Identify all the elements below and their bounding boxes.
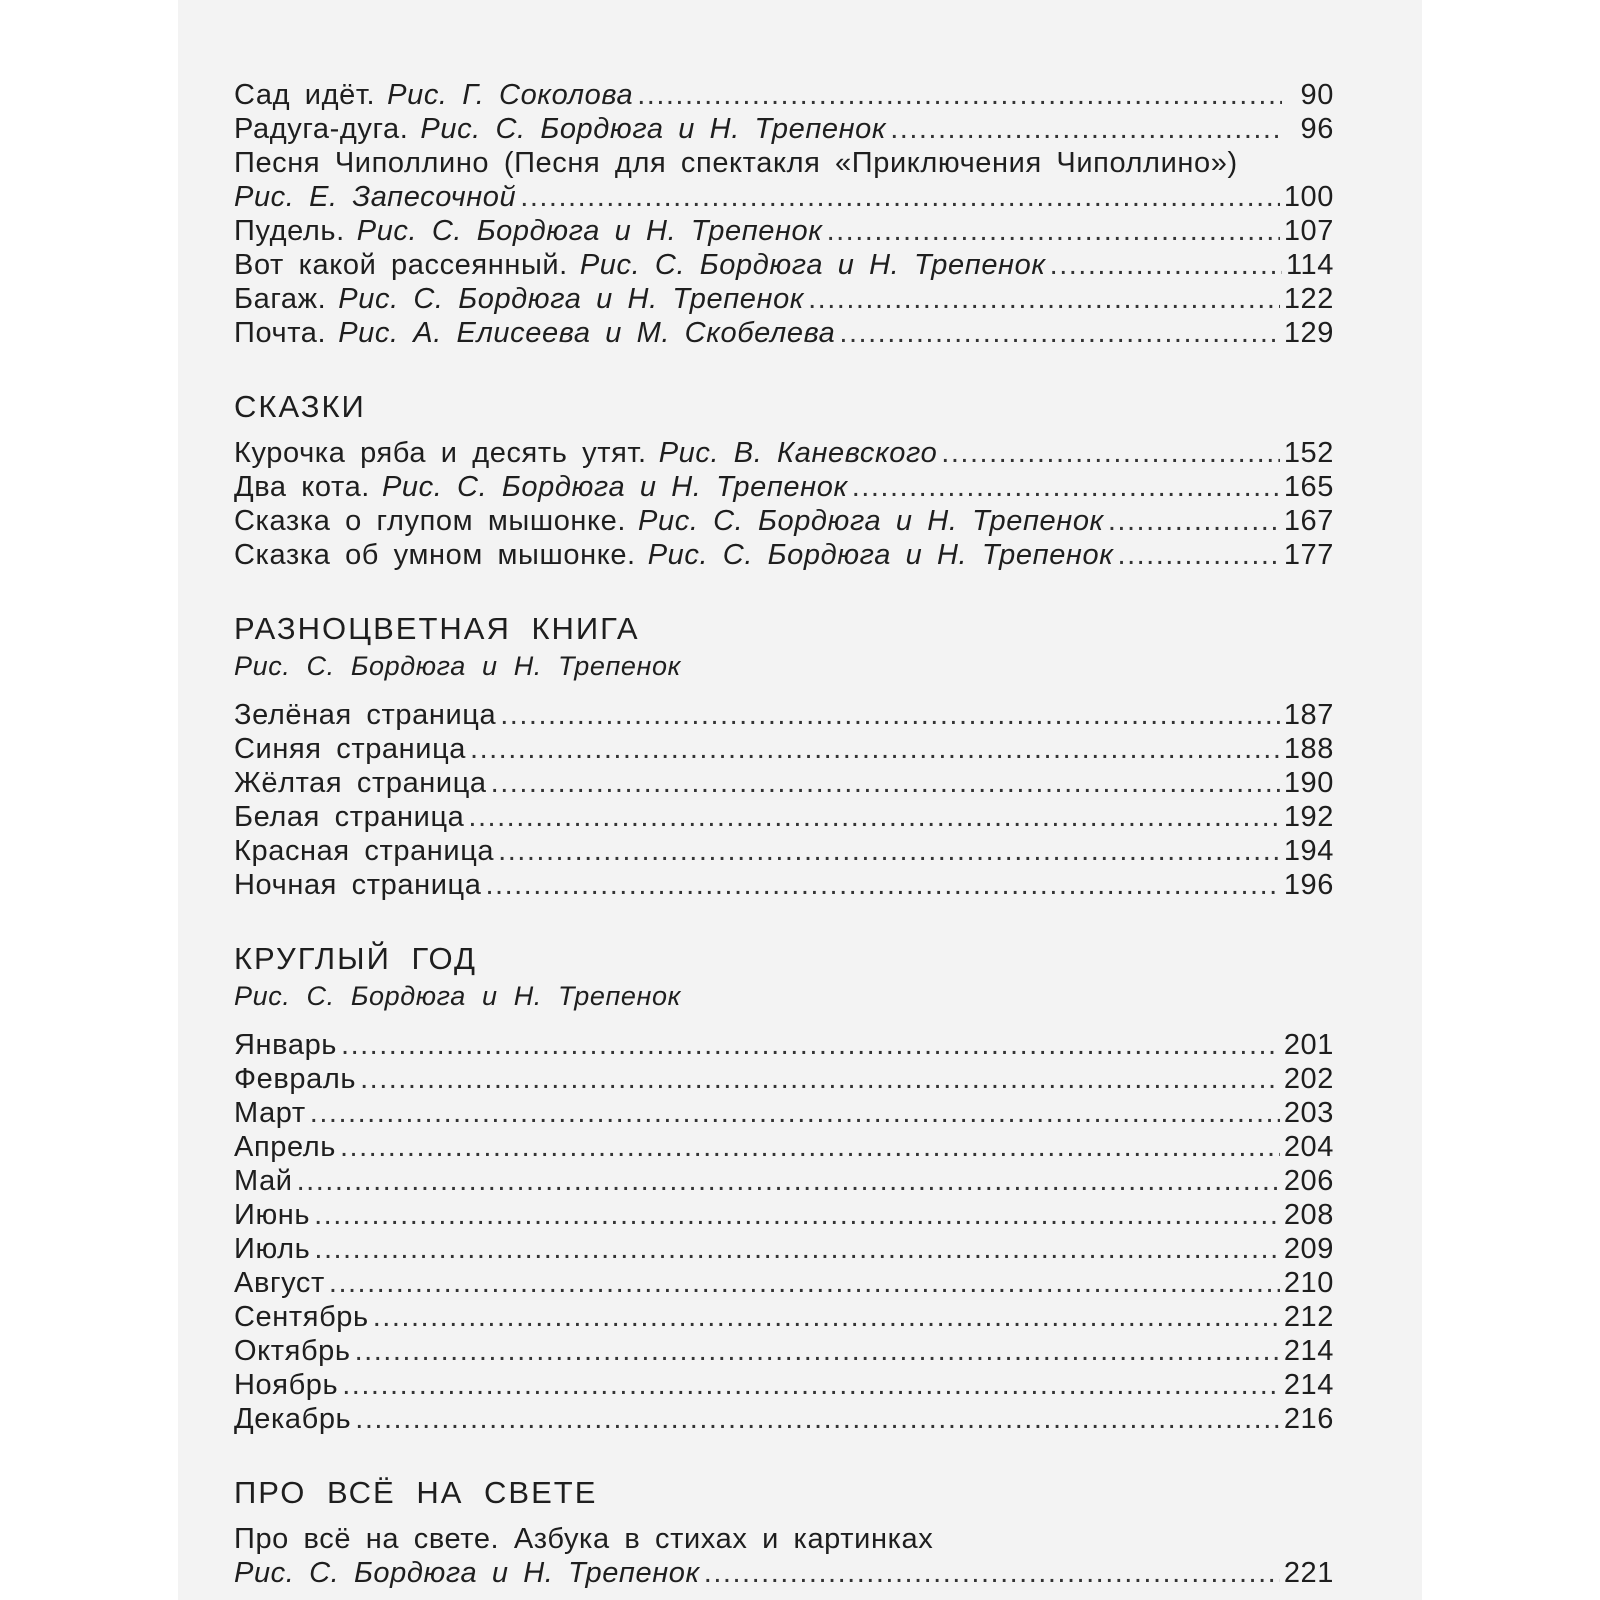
dot-leader [1118, 538, 1280, 572]
entry-page-number: 203 [1283, 1097, 1334, 1129]
entry-page-number: 196 [1283, 869, 1334, 901]
entry-title: Сказка о глупом мышонке. [234, 505, 627, 537]
toc-entry [234, 504, 1334, 538]
section-heading: ПРО ВСЁ НА СВЕТЕ [234, 1475, 598, 1510]
entry-credit: Рис. С. Бордюга и Н. Трепенок [420, 113, 887, 145]
toc-entry [234, 470, 1334, 504]
entry-title: Зелёная страница [234, 699, 497, 731]
entry-title: Курочка ряба и десять утят. [234, 437, 647, 469]
entry-title: Пудель. [234, 215, 345, 247]
entry-title: Сад идёт. [234, 79, 376, 111]
dot-leader [637, 78, 1282, 112]
entry-title: Багаж. [234, 283, 327, 315]
toc-entry [234, 316, 1334, 350]
entry-credit: Рис. А. Елисеева и М. Скобелева [338, 317, 836, 349]
entry-page-number: 210 [1283, 1267, 1334, 1299]
toc-entry [234, 248, 1334, 282]
dot-leader [704, 1556, 1280, 1590]
toc-entry [234, 1368, 1334, 1402]
entry-page-number: 107 [1283, 215, 1334, 247]
entry-title: Песня Чиполлино (Песня для спектакля «Приключения Чиполлино») [234, 147, 1238, 179]
toc-entry [234, 1334, 1334, 1368]
toc-entry [234, 180, 1334, 214]
entry-page-number: 167 [1283, 505, 1334, 537]
entry-credit: Рис. Г. Соколова [387, 79, 634, 111]
entry-credit: Рис. С. Бордюга и Н. Трепенок [647, 539, 1114, 571]
entry-title: Белая страница [234, 801, 465, 833]
toc-entry [234, 1198, 1334, 1232]
dot-leader [839, 316, 1279, 350]
toc-entry [234, 78, 1334, 112]
entry-page-number: 188 [1283, 733, 1334, 765]
entry-page-number: 129 [1283, 317, 1334, 349]
dot-leader [941, 436, 1280, 470]
entry-title: Декабрь [234, 1403, 352, 1435]
toc-entry [234, 282, 1334, 316]
entry-page-number: 96 [1300, 113, 1334, 145]
dot-leader [890, 112, 1282, 146]
toc-entry [234, 1402, 1334, 1436]
toc-entry [234, 698, 1334, 732]
toc-entry [234, 868, 1334, 902]
entry-title: Ночная страница [234, 869, 482, 901]
dot-leader [852, 470, 1280, 504]
entry-title: Август [234, 1267, 325, 1299]
entry-title: Радуга-дуга. [234, 113, 409, 145]
entry-page-number: 202 [1283, 1063, 1334, 1095]
entry-page-number: 192 [1283, 801, 1334, 833]
dot-leader [310, 1096, 1280, 1130]
entry-page-number: 209 [1283, 1233, 1334, 1265]
entry-credit: Рис. С. Бордюга и Н. Трепенок [638, 505, 1104, 537]
entry-page-number: 100 [1283, 181, 1334, 213]
toc-entry [234, 834, 1334, 868]
entry-page-number: 152 [1283, 437, 1334, 469]
entry-page-number: 206 [1283, 1165, 1334, 1197]
entry-page-number: 122 [1283, 283, 1334, 315]
entry-title: Сентябрь [234, 1301, 369, 1333]
toc-entry [234, 112, 1334, 146]
toc-entry [234, 1232, 1334, 1266]
section-heading: РАЗНОЦВЕТНАЯ КНИГА [234, 611, 640, 646]
dot-leader [827, 214, 1280, 248]
dot-leader [355, 1402, 1280, 1436]
section-credit: Рис. С. Бордюга и Н. Трепенок [234, 651, 681, 681]
toc-entry [234, 1096, 1334, 1130]
dot-leader [329, 1266, 1280, 1300]
entry-page-number: 208 [1283, 1199, 1334, 1231]
toc-entry [234, 538, 1334, 572]
dot-leader [340, 1130, 1280, 1164]
entry-page-number: 214 [1283, 1335, 1334, 1367]
entry-credit: Рис. С. Бордюга и Н. Трепенок [356, 215, 823, 247]
entry-title: Июль [234, 1233, 311, 1265]
section-credit: Рис. С. Бордюга и Н. Трепенок [234, 981, 681, 1011]
entry-page-number: 177 [1283, 539, 1334, 571]
entry-title: Почта. [234, 317, 327, 349]
entry-title: Июнь [234, 1199, 311, 1231]
entry-credit: Рис. В. Каневского [658, 437, 938, 469]
dot-leader [342, 1368, 1280, 1402]
entry-title: Про всё на свете. Азбука в стихах и картинках [234, 1523, 934, 1555]
entry-title: Май [234, 1165, 293, 1197]
entry-title: Жёлтая страница [234, 767, 487, 799]
dot-leader [373, 1300, 1280, 1334]
entry-title: Два кота. [234, 471, 370, 503]
entry-page-number: 194 [1283, 835, 1334, 867]
toc-entry [234, 1164, 1334, 1198]
toc-entry [234, 800, 1334, 834]
entry-credit: Рис. С. Бордюга и Н. Трепенок [338, 283, 805, 315]
entry-page-number: 90 [1300, 79, 1334, 111]
dot-leader [1050, 248, 1282, 282]
entry-title: Апрель [234, 1131, 336, 1163]
entry-title: Февраль [234, 1063, 357, 1095]
entry-page-number: 216 [1283, 1403, 1334, 1435]
entry-title: Сказка об умном мышонке. [234, 539, 636, 571]
dot-leader [360, 1062, 1280, 1096]
entry-page-number: 214 [1283, 1369, 1334, 1401]
entry-page-number: 187 [1283, 699, 1334, 731]
entry-page-number: 165 [1283, 471, 1334, 503]
dot-leader [1108, 504, 1280, 538]
toc-entry [234, 1062, 1334, 1096]
entry-title: Октябрь [234, 1335, 351, 1367]
entry-page-number: 201 [1283, 1029, 1334, 1061]
section-heading: КРУГЛЫЙ ГОД [234, 941, 477, 976]
dot-leader [808, 282, 1280, 316]
entry-title: Ноябрь [234, 1369, 339, 1401]
entry-page-number: 212 [1283, 1301, 1334, 1333]
book-page [178, 0, 1422, 1600]
toc-entry [234, 1300, 1334, 1334]
entry-title: Январь [234, 1029, 338, 1061]
entry-title: Вот какой рассеянный. [234, 249, 568, 281]
toc-entry [234, 1028, 1334, 1062]
dot-leader [491, 766, 1280, 800]
dot-leader [500, 698, 1280, 732]
entry-title: Красная страница [234, 835, 495, 867]
table-of-contents [234, 78, 1334, 1590]
entry-title: Синяя страница [234, 733, 467, 765]
entry-page-number: 204 [1283, 1131, 1334, 1163]
toc-entry [234, 732, 1334, 766]
entry-credit: Рис. С. Бордюга и Н. Трепенок [381, 471, 848, 503]
entry-credit: Рис. С. Бордюга и Н. Трепенок [579, 249, 1046, 281]
dot-leader [498, 834, 1280, 868]
toc-entry [234, 766, 1334, 800]
entry-title: Март [234, 1097, 306, 1129]
dot-leader [520, 180, 1280, 214]
section-heading: СКАЗКИ [234, 389, 366, 424]
entry-credit: Рис. Е. Запесочной [234, 181, 517, 213]
toc-entry [234, 436, 1334, 470]
entry-page-number: 190 [1283, 767, 1334, 799]
toc-entry [234, 214, 1334, 248]
dot-leader [485, 868, 1279, 902]
toc-entry [234, 1556, 1334, 1590]
dot-leader [297, 1164, 1280, 1198]
dot-leader [355, 1334, 1280, 1368]
entry-page-number: 221 [1283, 1557, 1334, 1589]
entry-credit: Рис. С. Бордюга и Н. Трепенок [234, 1557, 700, 1589]
dot-leader [470, 732, 1280, 766]
toc-entry [234, 1130, 1334, 1164]
entry-page-number: 114 [1285, 249, 1334, 281]
dot-leader [314, 1198, 1280, 1232]
dot-leader [468, 800, 1279, 834]
toc-entry [234, 1266, 1334, 1300]
dot-leader [341, 1028, 1280, 1062]
dot-leader [314, 1232, 1279, 1266]
